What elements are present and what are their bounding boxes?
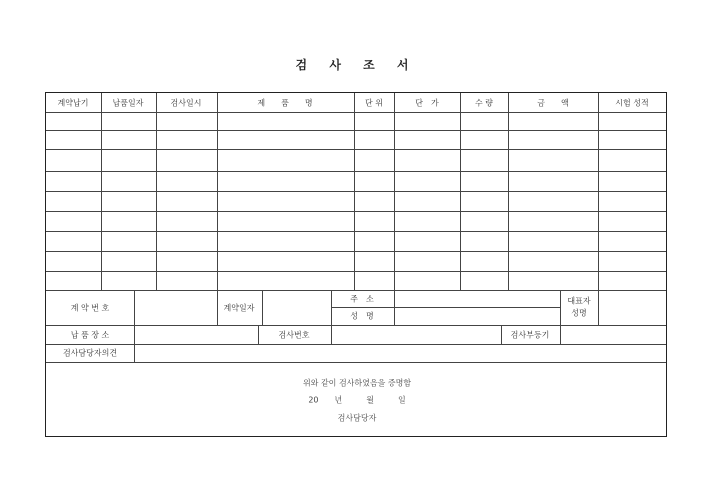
col-header-quantity: 수 량 — [475, 98, 493, 108]
column-divider — [101, 93, 102, 290]
row-divider — [46, 362, 666, 363]
name-label: 성 명 — [350, 311, 374, 321]
row-divider — [46, 112, 666, 113]
contract-number-label: 계 약 번 호 — [70, 303, 110, 313]
inspection-form — [45, 92, 667, 437]
row-divider — [46, 325, 666, 326]
column-divider — [354, 93, 355, 290]
column-divider — [394, 93, 395, 290]
column-divider — [217, 93, 218, 290]
column-divider — [560, 325, 561, 344]
inspector-opinion-label: 검사담당자의견 — [62, 348, 118, 358]
row-divider — [46, 191, 666, 192]
column-divider — [508, 93, 509, 290]
column-divider — [331, 325, 332, 344]
column-divider — [217, 290, 218, 325]
row-divider — [46, 231, 666, 232]
col-header-amount: 금 액 — [537, 98, 569, 108]
col-header-test-result: 시험 성적 — [615, 98, 649, 108]
column-divider — [598, 290, 599, 325]
delivery-place-label: 납 품 장 소 — [70, 330, 110, 340]
col-header-contract-deadline: 계약납기 — [57, 98, 89, 108]
column-divider — [134, 290, 135, 325]
representative-label: 대표자 — [567, 296, 591, 306]
certification-signer: 검사담당자 — [337, 413, 377, 423]
row-divider — [46, 290, 666, 291]
row-divider — [46, 344, 666, 345]
column-divider — [501, 325, 502, 344]
row-divider — [46, 171, 666, 172]
column-divider — [134, 325, 135, 344]
row-divider — [46, 130, 666, 131]
certification-statement: 위와 같이 검사하였음을 증명함 — [302, 378, 412, 388]
column-divider — [460, 93, 461, 290]
col-header-delivery-date: 납품일자 — [112, 98, 144, 108]
row-divider — [46, 251, 666, 252]
row-divider — [46, 211, 666, 212]
address-label: 주 소 — [350, 294, 374, 304]
column-divider — [156, 93, 157, 290]
column-divider — [262, 290, 263, 325]
row-divider — [46, 271, 666, 272]
col-header-unit-price: 단 가 — [415, 98, 439, 108]
col-header-inspection-date: 검사일시 — [170, 98, 202, 108]
col-header-unit: 단 위 — [365, 98, 383, 108]
column-divider — [598, 93, 599, 290]
column-divider — [560, 290, 561, 325]
inspection-book-label: 검사부등기 — [510, 330, 550, 340]
column-divider — [258, 325, 259, 344]
inspection-number-label: 검사번호 — [278, 330, 310, 340]
representative-name-label: 성명 — [571, 308, 587, 318]
row-divider — [331, 307, 560, 308]
col-header-product-name: 제 품 명 — [257, 98, 313, 108]
column-divider — [134, 344, 135, 362]
row-divider — [46, 149, 666, 150]
contract-date-label: 계약일자 — [223, 303, 255, 313]
document-title: 검 사 조 서 — [295, 58, 418, 72]
certification-date: 20 년 월 일 — [308, 395, 406, 405]
